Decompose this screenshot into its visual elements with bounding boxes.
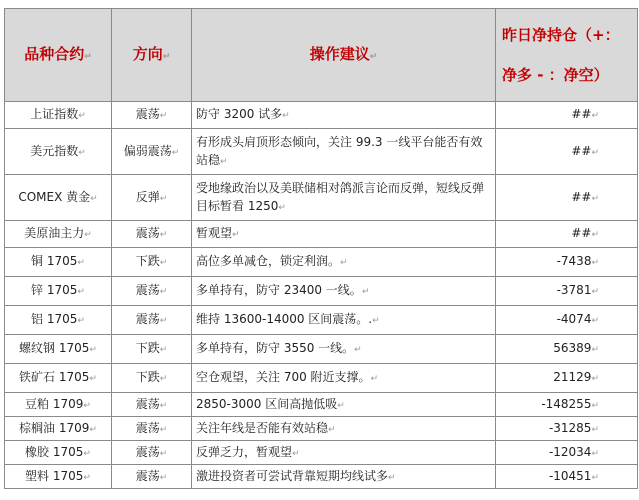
cell-direction: 偏弱震荡↵ <box>112 129 192 175</box>
cell-direction: 震荡↵ <box>112 306 192 335</box>
cell-advice: 2850-3000 区间高抛低吸↵ <box>192 393 496 417</box>
cell-direction: 下跌↵ <box>112 248 192 277</box>
cell-net-position: -7438↵ <box>496 248 638 277</box>
cell-net-position: -31285↵ <box>496 417 638 441</box>
cell-advice: 多单持有，防守 23400 一线。↵ <box>192 277 496 306</box>
cell-direction: 下跌↵ <box>112 335 192 364</box>
cell-contract: COMEX 黄金↵ <box>5 175 112 221</box>
table-row <box>5 335 638 364</box>
cell-contract: 塑料 1705↵ <box>5 465 112 489</box>
header-net-position-line2: 净多 - ：净空） <box>502 66 609 84</box>
table-row <box>5 248 638 277</box>
cell-net-position: 21129↵ <box>496 364 638 393</box>
table-row <box>5 441 638 465</box>
cell-direction: 震荡↵ <box>112 221 192 248</box>
header-direction: 方向↵ <box>112 9 192 102</box>
header-advice: 操作建议↵ <box>192 9 496 102</box>
cell-advice: 有形成头肩顶形态倾向，关注 99.3 一线平台能否有效站稳↵ <box>192 129 496 175</box>
cell-advice: 防守 3200 试多↵ <box>192 102 496 129</box>
cell-advice: 关注年线是否能有效站稳↵ <box>192 417 496 441</box>
header-contract: 品种合约↵ <box>5 9 112 102</box>
table-row <box>5 277 638 306</box>
cell-contract: 螺纹钢 1705↵ <box>5 335 112 364</box>
header-row <box>5 9 638 102</box>
cell-direction: 震荡↵ <box>112 102 192 129</box>
cell-net-position: -148255↵ <box>496 393 638 417</box>
header-net-position-line1: 昨日净持仓（+： <box>502 26 620 44</box>
cell-net-position: -12034↵ <box>496 441 638 465</box>
cell-contract: 铁矿石 1705↵ <box>5 364 112 393</box>
cell-direction: 下跌↵ <box>112 364 192 393</box>
cell-net-position: ##↵ <box>496 129 638 175</box>
table-row <box>5 129 638 175</box>
table-row <box>5 393 638 417</box>
table-row <box>5 175 638 221</box>
cell-contract: 橡胶 1705↵ <box>5 441 112 465</box>
cell-net-position: -10451↵ <box>496 465 638 489</box>
cell-advice: 维持 13600-14000 区间震荡。.↵ <box>192 306 496 335</box>
cell-net-position: -3781↵ <box>496 277 638 306</box>
cell-advice: 激进投资者可尝试背靠短期均线试多↵ <box>192 465 496 489</box>
cell-contract: 美元指数↵ <box>5 129 112 175</box>
cell-net-position: -4074↵ <box>496 306 638 335</box>
cell-contract: 锌 1705↵ <box>5 277 112 306</box>
cell-contract: 豆粕 1709↵ <box>5 393 112 417</box>
cell-advice: 受地缘政治以及美联储相对鸽派言论而反弹，短线反弹目标暂看 1250↵ <box>192 175 496 221</box>
cell-net-position: ##↵ <box>496 221 638 248</box>
cell-contract: 铝 1705↵ <box>5 306 112 335</box>
cell-direction: 震荡↵ <box>112 393 192 417</box>
cell-direction: 震荡↵ <box>112 417 192 441</box>
table-row <box>5 221 638 248</box>
cell-advice: 多单持有，防守 3550 一线。↵ <box>192 335 496 364</box>
cell-direction: 震荡↵ <box>112 441 192 465</box>
table-row <box>5 102 638 129</box>
cell-advice: 反弹乏力，暂观望↵ <box>192 441 496 465</box>
cell-net-position: 56389↵ <box>496 335 638 364</box>
cell-advice: 空仓观望，关注 700 附近支撑。↵ <box>192 364 496 393</box>
table-row <box>5 465 638 489</box>
table-row <box>5 306 638 335</box>
cell-contract: 铜 1705↵ <box>5 248 112 277</box>
cell-direction: 震荡↵ <box>112 277 192 306</box>
cell-contract: 上证指数↵ <box>5 102 112 129</box>
cell-advice: 暂观望↵ <box>192 221 496 248</box>
strategy-table <box>4 8 638 489</box>
cell-net-position: ##↵ <box>496 102 638 129</box>
table-row <box>5 364 638 393</box>
cell-contract: 美原油主力↵ <box>5 221 112 248</box>
header-net-position <box>496 9 638 102</box>
cell-direction: 震荡↵ <box>112 465 192 489</box>
table-row <box>5 417 638 441</box>
cell-advice: 高位多单减仓，锁定利润。↵ <box>192 248 496 277</box>
cell-contract: 棕榈油 1709↵ <box>5 417 112 441</box>
cell-direction: 反弹↵ <box>112 175 192 221</box>
top-border <box>4 0 637 8</box>
cell-net-position: ##↵ <box>496 175 638 221</box>
